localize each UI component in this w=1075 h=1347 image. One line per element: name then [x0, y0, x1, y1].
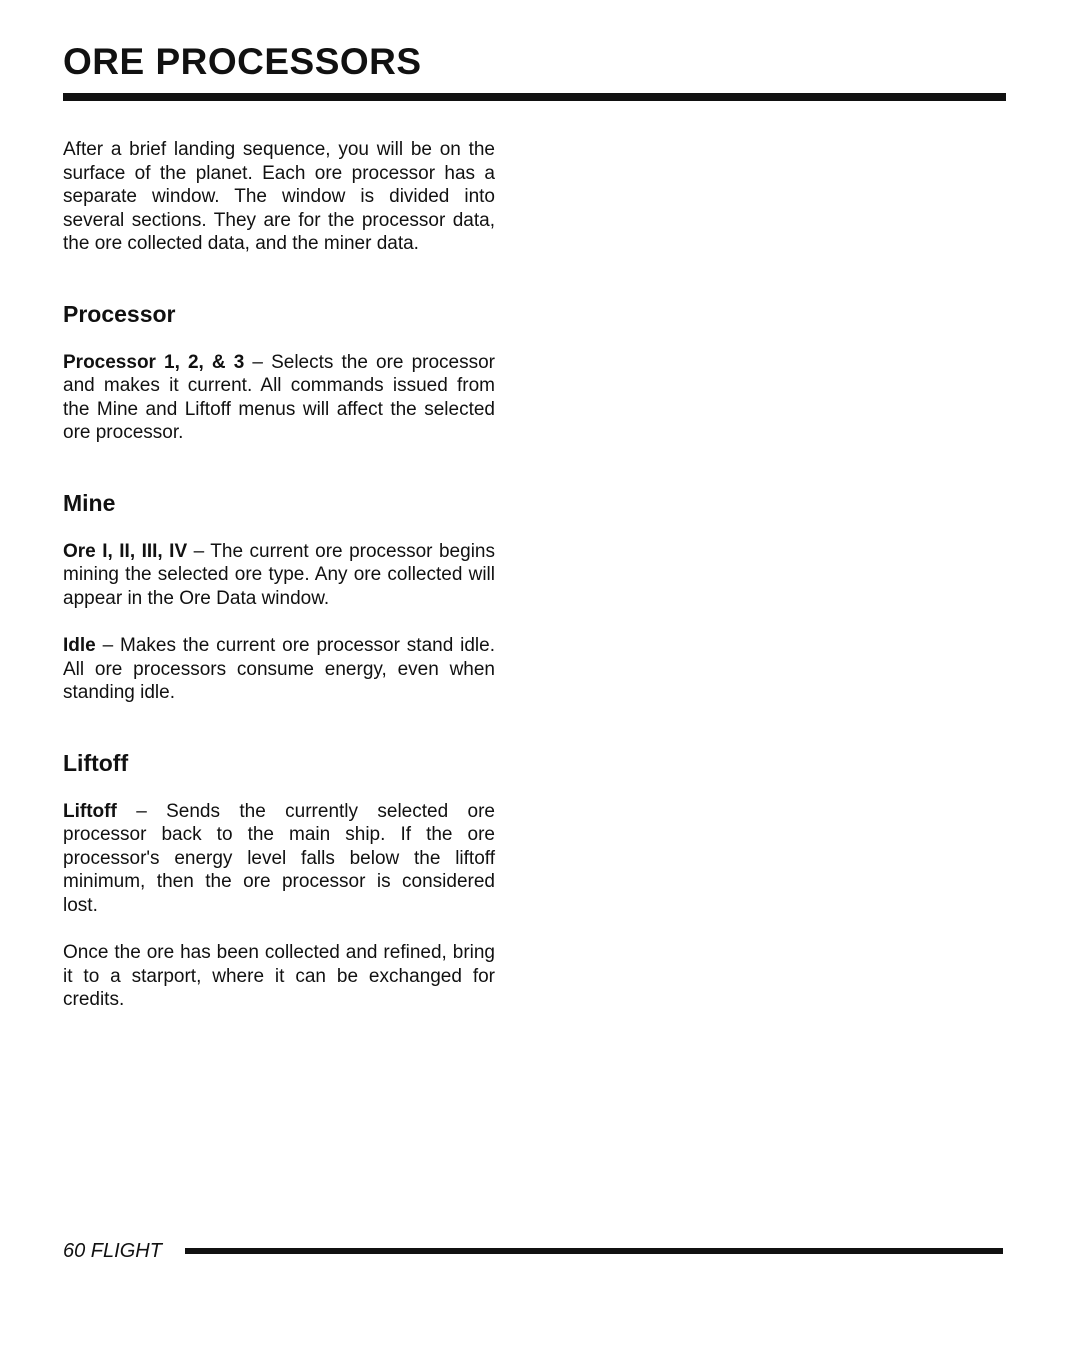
processor-term: Processor 1, 2, & 3 [63, 351, 245, 373]
idle-paragraph [63, 634, 495, 705]
liftoff-term: Liftoff [63, 800, 117, 822]
ore-term: Ore I, II, III, IV [63, 540, 188, 562]
footer-page-label: 60 FLIGHT [63, 1240, 162, 1262]
main-column [63, 138, 495, 1012]
title-rule [63, 93, 1006, 101]
closing-paragraph: Once the ore has been collected and refined, bring it to a starport, where it can be exchanged for credits. [63, 942, 495, 1010]
processor-heading: Processor [63, 300, 176, 327]
footer-rule [185, 1248, 1003, 1254]
ore-description: – The current ore processor begins mining the selected ore type. Any ore collected will appear in the Ore Data window. [63, 540, 495, 609]
liftoff-heading: Liftoff [63, 749, 129, 776]
idle-term: Idle [63, 635, 96, 656]
liftoff-paragraph [63, 800, 495, 918]
processor-paragraph [63, 351, 495, 445]
ore-paragraph [63, 540, 495, 611]
liftoff-description: – Sends the currently selected ore processor back to the main ship. If the ore processor's energy level falls below the liftoff minimum, then the ore processor is considered lost. [63, 800, 495, 916]
page-footer [63, 1238, 1003, 1264]
page-title: ORE PROCESSORS [63, 41, 422, 82]
processor-description: – Selects the ore processor and makes it current. All commands issued from the Mine and Liftoff menus will affect the selected ore processor. [63, 351, 495, 443]
idle-description: – Makes the current ore processor stand idle. All ore processors consume energy, even when standing idle. [63, 635, 495, 703]
intro-paragraph: After a brief landing sequence, you will be on the surface of the planet. Each ore processor has a separate window. The window is divided into several sections. They are for the processor data, the ore collected data, and the miner data. [63, 139, 495, 254]
mine-heading: Mine [63, 489, 116, 516]
